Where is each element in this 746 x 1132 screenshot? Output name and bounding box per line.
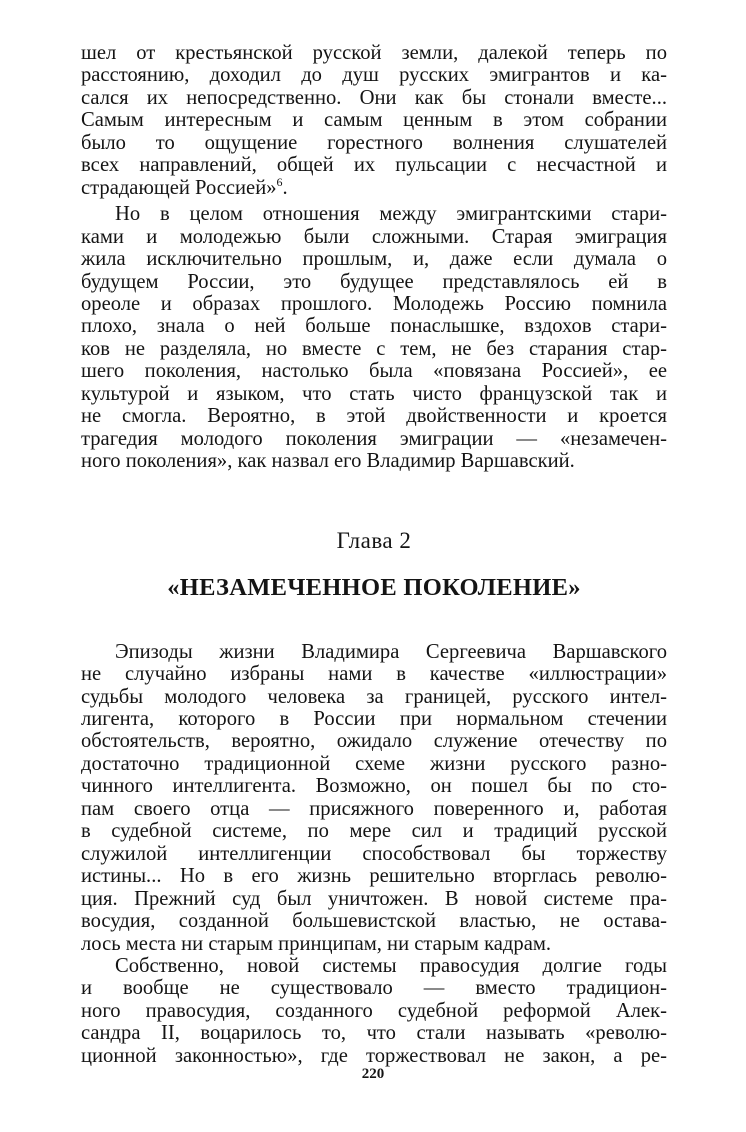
text-line: ного правосудия, созданного судебной реформой Алек- <box>81 999 667 1022</box>
text-line: было то ощущение горестного волнения слушателей <box>81 131 667 154</box>
text-line: сался их непосредственно. Они как бы стонали вместе... <box>81 86 667 109</box>
text-line: расстоянию, доходил до душ русских эмигрантов и ка- <box>81 64 667 87</box>
book-page <box>81 42 667 1067</box>
text-line: пам своего отца — присяжного поверенного и, работая <box>81 797 667 820</box>
text-line: судьбы молодого человека за границей, русского интел- <box>81 685 667 708</box>
text-line: лось места ни старым принципам, ни старым кадрам. <box>81 932 552 955</box>
text-line: восудия, созданной большевистской властью, не остава- <box>81 910 667 933</box>
text-line: будущем России, это будущее представлялось ей в <box>81 270 667 293</box>
text-line: служилой интеллигенции способствовал бы торжеству <box>81 842 667 865</box>
text-line: ция. Прежний суд был уничтожен. В новой системе пра- <box>81 887 667 910</box>
text-line: и вообще не существовало — вместо традицион- <box>81 977 667 1000</box>
page-number: 220 <box>361 1066 385 1082</box>
text-line: не смогла. Вероятно, в этой двойственности и кроется <box>81 405 667 428</box>
text-line: жила исключительно прошлым, и, даже если думала о <box>81 248 667 271</box>
text-line: Собственно, новой системы правосудия долгие годы <box>115 954 667 977</box>
chapter-title: «НЕЗАМЕЧЕННОЕ ПОКОЛЕНИЕ» <box>167 573 581 601</box>
text-line: лигента, которого в России при нормальном стечении <box>81 707 667 730</box>
text-line: в судебной системе, по мере сил и традиций русской <box>81 820 667 843</box>
text-line: Эпизоды жизни Владимира Сергеевича Варшавского <box>115 640 667 663</box>
text-line: истины... Но в его жизнь решительно вторглась револю- <box>81 865 667 888</box>
footnote-marker[interactable]: 6 <box>276 174 283 189</box>
text-line: трагедия молодого поколения эмиграции — «незамечен- <box>81 427 667 450</box>
text-line: обстоятельств, вероятно, ожидало служение отечеству по <box>81 730 667 753</box>
paragraph-4 <box>81 955 667 1067</box>
text-line: плохо, знала о ней больше понаслышке, вздохов стари- <box>81 315 667 338</box>
text-line: Самым интересным и самым ценным в этом собрании <box>81 109 667 132</box>
text-line: ционной законностью», где торжествовал не закон, а ре- <box>81 1044 667 1067</box>
sentence-end: . <box>282 176 288 199</box>
text-line: Но в целом отношения между эмигрантскими стари- <box>115 203 667 226</box>
text-line: шего поколения, настолько была «повязана Россией», ее <box>81 360 667 383</box>
text-line: не случайно избраны нами в качестве «иллюстрации» <box>81 663 667 686</box>
text-line: ного поколения», как назвал его Владимир Варшавский. <box>81 450 575 473</box>
text-line: культурой и языком, что стать чисто французской так и <box>81 382 667 405</box>
text-line: чинного интеллигента. Возможно, он пошел бы по сто- <box>81 775 667 798</box>
text-line: достаточно традиционной схеме жизни русского разно- <box>81 752 667 775</box>
paragraph-3 <box>81 641 667 955</box>
text-line-content: страдающей Россией» <box>81 176 277 199</box>
text-line <box>81 174 667 199</box>
text-line: ореоле и образах прошлого. Молодежь Россию помнила <box>81 292 667 315</box>
text-line: ков не разделяла, но вместе с тем, не без старания стар- <box>81 337 667 360</box>
paragraph-2 <box>81 203 667 472</box>
paragraph-1 <box>81 42 667 199</box>
text-line: ками и молодежью были сложными. Старая эмиграция <box>81 225 667 248</box>
text-line: сандра II, воцарилось то, что стали называть «револю- <box>81 1022 667 1045</box>
text-line: шел от крестьянской русской земли, далекой теперь по <box>81 42 667 64</box>
text-line: всех направлений, общей их пульсации с несчастной и <box>81 154 667 177</box>
chapter-label: Глава 2 <box>336 527 412 553</box>
